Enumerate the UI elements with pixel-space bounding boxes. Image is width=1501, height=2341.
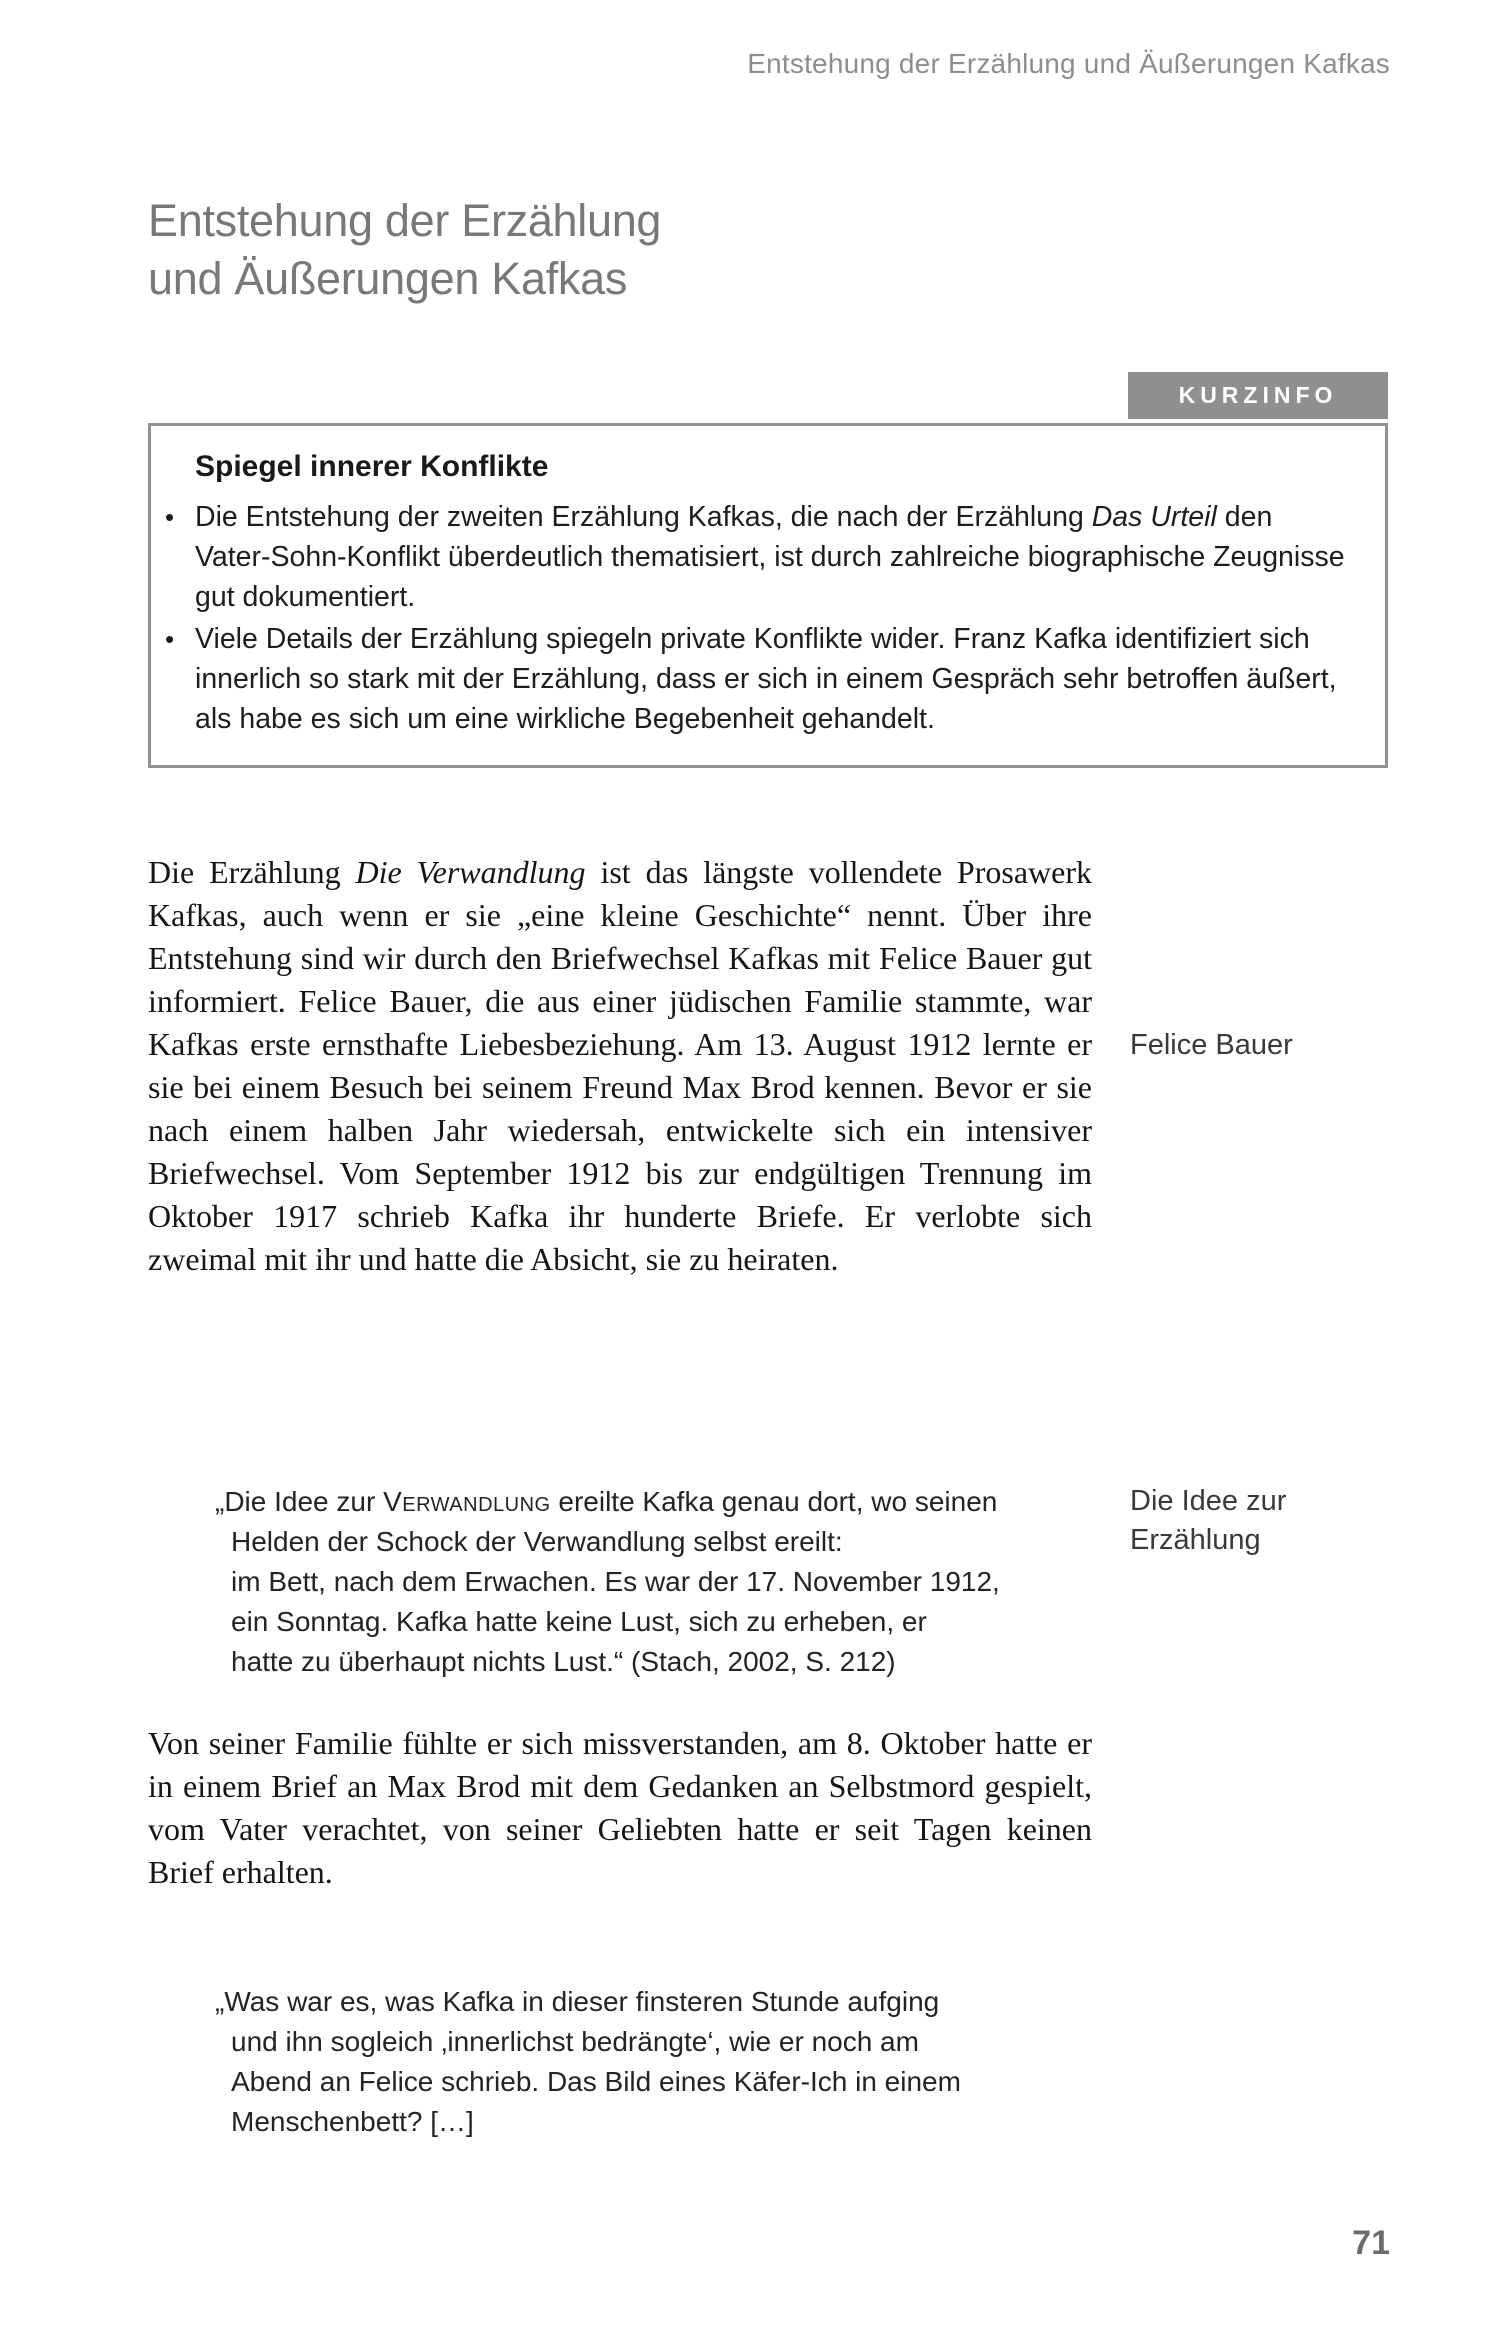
kurzinfo-box	[148, 423, 1388, 768]
bullet-text-post: den Vater-Sohn-Konflikt überdeutlich thematisiert, ist durch zahlreiche biographische Zeugnisse gut dokumentiert.	[195, 501, 1345, 613]
bullet-text-pre: Viele Details der Erzählung spiegeln private Konflikte wider. Franz Kafka identifiziert sich innerlich so stark mit der Erzählung, dass er sich in einem Gespräch sehr betroffen äußert, als habe es sich um eine wirkliche Begebenheit gehandelt.	[195, 623, 1337, 735]
quote-line: Abend an Felice schrieb. Das Bild eines Käfer-Ich in einem	[231, 2066, 961, 2097]
page-title-line-1: Entstehung der Erzählung	[148, 195, 662, 246]
running-header: Entstehung der Erzählung und Äußerungen Kafkas	[747, 48, 1390, 79]
quote-line: „Was war es, was Kafka in dieser finsteren Stunde aufging	[215, 1986, 940, 2017]
quote1-work-title-smallcaps: Verwandlung	[383, 1486, 551, 1517]
bullet-icon: •	[165, 502, 175, 532]
para1-post: ist das längste vollendete Prosawerk Kafkas, auch wenn er sie „eine kleine Geschichte“ nennt. Über ihre Entstehung sind wir durch den Briefwechsel Kafkas mit Felice Bauer gut informiert. Felice Bauer, die aus einer jüdischen Familie stammte, war Kafkas erste ernsthafte Liebesbeziehung. Am 13. August 1912 lernte er sie bei einem Besuch bei seinem Freund Max Brod kennen. Bevor er sie nach einem halben Jahr wiedersah, entwickelte sich ein intensiver Briefwechsel. Vom September 1912 bis zur endgültigen Trennung im Oktober 1917 schrieb Kafka ihr hunderte Briefe. Er verlobte sich zweimal mit ihr und hatte die Absicht, sie zu heiraten.	[148, 854, 1093, 1277]
margin-note-felice-bauer: Felice Bauer	[1130, 1029, 1293, 1061]
para1-pre: Die Erzählung	[148, 854, 356, 890]
para1-work-title: Die Verwandlung	[355, 854, 586, 890]
quote-line	[215, 1482, 1095, 1522]
page-title-line-2: und Äußerungen Kafkas	[148, 253, 628, 304]
margin-note-idee-zur-erzaehlung: Die Idee zur Erzählung	[1130, 1485, 1287, 1556]
body-paragraph-2: Von seiner Familie fühlte er sich missverstanden, am 8. Oktober hatte er in einem Brief an Max Brod mit dem Gedanken an Selbstmord gespielt, vom Vater verachtet, von seiner Geliebten hatte er seit Tagen keinen Brief erhalten.	[148, 1725, 1092, 1890]
quote-block-2	[215, 1982, 1095, 2142]
infobox-heading: Spiegel innerer Konflikte	[195, 450, 549, 483]
page-title	[148, 192, 661, 308]
bullet-icon: •	[165, 624, 175, 654]
infobox-bullet-item	[165, 619, 1351, 739]
quote-line: Helden der Schock der Verwandlung selbst ereilt:	[231, 1526, 843, 1557]
infobox-bullet-item	[165, 497, 1351, 617]
quote1-post: ereilte Kafka genau dort, wo seinen	[550, 1486, 998, 1517]
quote-line: Menschenbett? […]	[231, 2106, 474, 2137]
quote-line: und ihn sogleich ‚innerlichst bedrängte‘, wie er noch am	[231, 2026, 919, 2057]
page-number: 71	[1352, 2224, 1390, 2262]
bullet-text	[195, 497, 1351, 617]
quote-line: hatte zu überhaupt nichts Lust.“ (Stach, 2002, S. 212)	[231, 1646, 896, 1677]
bullet-text-italic: Das Urteil	[1091, 501, 1217, 533]
quote-line: ein Sonntag. Kafka hatte keine Lust, sich zu erheben, er	[231, 1606, 927, 1637]
quote1-pre: „Die Idee zur	[215, 1486, 384, 1517]
quote-block-1	[215, 1482, 1095, 1682]
quote-line: im Bett, nach dem Erwachen. Es war der 17. November 1912,	[231, 1566, 1000, 1597]
body-paragraph-1	[148, 851, 1092, 1281]
bullet-text-pre: Die Entstehung der zweiten Erzählung Kafkas, die nach der Erzählung	[195, 501, 1092, 533]
kurzinfo-badge: KURZINFO	[1128, 372, 1388, 419]
bullet-text	[195, 619, 1351, 739]
